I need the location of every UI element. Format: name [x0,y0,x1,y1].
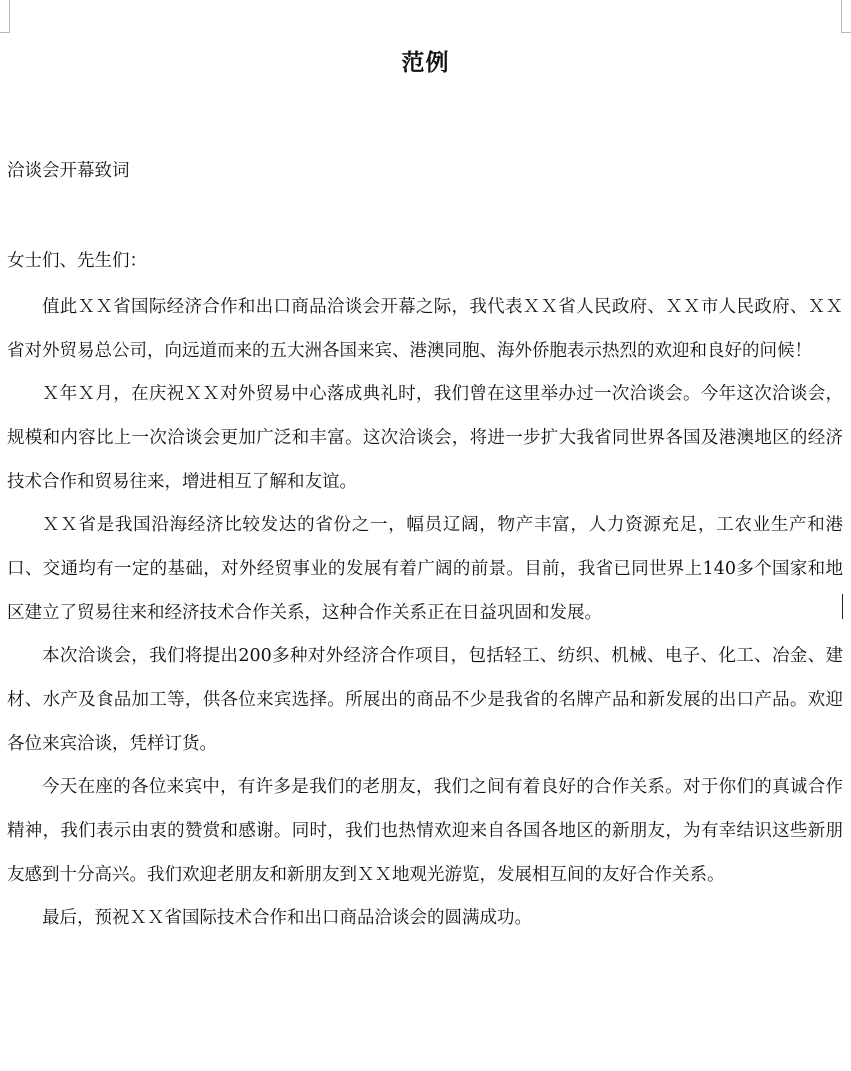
paragraph-history[interactable]: Ｘ年Ｘ月，在庆祝ＸＸ对外贸易中心落成典礼时，我们曾在这里举办过一次洽谈会。今年这次洽谈会，规模和内容比上一次洽谈会更加广泛和丰富。这次洽谈会，将进一步扩大我省同世界各国及港澳地区的经济技术合作和贸易往来，增进相互了解和友谊。 [7,384,843,492]
paragraph-province[interactable]: ＸＸ省是我国沿海经济比较发达的省份之一，幅员辽阔，物产丰富，人力资源充足，工农业生产和港口、交通均有一定的基础，对外经贸事业的发展有着广阔的前景。目前，我省已同世界上140多个国家和地区建立了贸易往来和经济技术合作关系，这种合作关系正在日益巩固和发展。 [7,515,843,623]
text-cursor [842,594,843,619]
crop-mark-left [0,0,10,33]
salutation: 女士们、先生们： [7,251,147,271]
paragraph-guests[interactable]: 今天在座的各位来宾中，有许多是我们的老朋友，我们之间有着良好的合作关系。对于你们的真诚合作精神，我们表示由衷的赞赏和感谢。同时，我们也热情欢迎来自各国各地区的新朋友，为有幸结识这些新朋友感到十分高兴。我们欢迎老朋友和新朋友到ＸＸ地观光游览，发展相互间的友好合作关系。 [7,777,843,885]
crop-mark-right [841,0,851,33]
paragraph-closing[interactable]: 最后，预祝ＸＸ省国际技术合作和出口商品洽谈会的圆满成功。 [42,908,532,929]
paragraph-welcome[interactable]: 值此ＸＸ省国际经济合作和出口商品洽谈会开幕之际，我代表ＸＸ省人民政府、ＸＸ市人民政府、ＸＸ省对外贸易总公司，向远道而来的五大洲各国来宾、港澳同胞、海外侨胞表示热烈的欢迎和良好的问候！ [7,297,843,361]
document-body[interactable] [7,286,843,941]
document-title: 范例 [401,49,450,76]
paragraph-projects[interactable]: 本次洽谈会，我们将提出200多种对外经济合作项目，包括轻工、纺织、机械、电子、化工、冶金、建材、水产及食品加工等，供各位来宾选择。所展出的商品不少是我省的名牌产品和新发展的出口产品。欢迎各位来宾洽谈，凭样订货。 [7,646,843,754]
document-subtitle: 洽谈会开幕致词 [7,161,130,181]
